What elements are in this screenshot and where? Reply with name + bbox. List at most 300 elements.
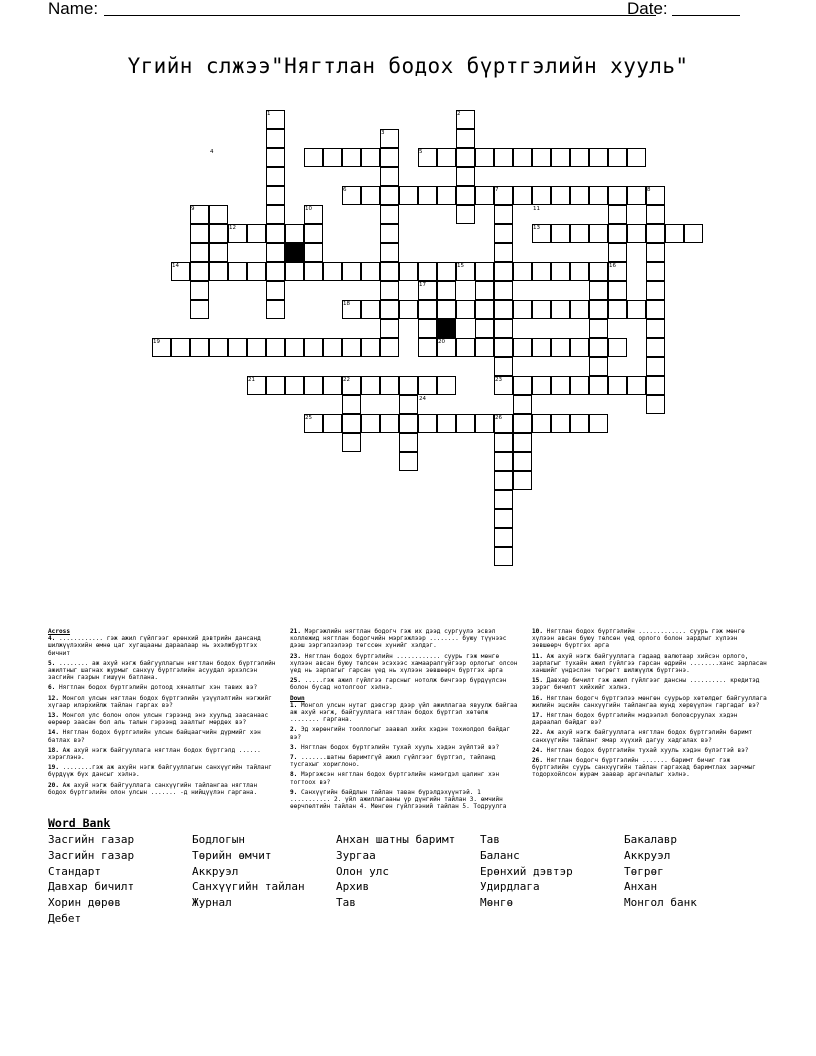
grid-cell[interactable]	[228, 338, 247, 357]
grid-cell[interactable]	[285, 262, 304, 281]
clue-number: 17	[419, 282, 426, 288]
clue-num: 22.	[532, 729, 544, 737]
grid-cell[interactable]	[551, 148, 570, 167]
grid-cell[interactable]	[190, 338, 209, 357]
word-bank-word: Засгийн газар	[48, 833, 135, 846]
clue-num: 5.	[48, 659, 56, 667]
clue-number: 3	[381, 130, 385, 136]
grid-cell[interactable]	[532, 186, 551, 205]
word-bank-word: Тав	[336, 896, 356, 910]
grid-cell[interactable]	[247, 262, 266, 281]
grid-cell[interactable]	[532, 376, 551, 395]
grid-cell[interactable]	[570, 414, 589, 433]
grid-cell[interactable]	[532, 300, 551, 319]
grid-cell[interactable]	[608, 300, 627, 319]
grid-cell[interactable]	[190, 262, 209, 281]
clue-text: Нягтлан бодох бүртгэлийн мэдээлэл боловсруулах хэдэн дараалал байдаг вэ?	[532, 712, 738, 727]
clue-number: 23	[495, 377, 502, 383]
grid-cell[interactable]	[684, 224, 703, 243]
clue-num: 19.	[48, 764, 60, 772]
grid-cell[interactable]	[304, 262, 323, 281]
clue-num: 12.	[48, 694, 60, 702]
grid-cell[interactable]	[437, 148, 456, 167]
black-cell	[285, 243, 304, 262]
word-bank-word: Тав	[480, 833, 500, 846]
clue-num: 15.	[532, 677, 544, 685]
grid-cell[interactable]	[266, 167, 285, 186]
grid-cell[interactable]	[513, 433, 532, 452]
clue-number: 12	[229, 225, 236, 231]
grid-cell[interactable]	[532, 262, 551, 281]
word-bank-word: Засгийн газар	[48, 848, 135, 862]
grid-cell[interactable]	[247, 224, 266, 243]
clue-num: 9.	[290, 788, 298, 796]
grid-cell[interactable]	[494, 509, 513, 528]
grid-cell[interactable]	[494, 452, 513, 471]
grid-cell[interactable]	[570, 186, 589, 205]
grid-cell[interactable]	[589, 186, 608, 205]
clue-number: 9	[191, 206, 195, 212]
grid-cell[interactable]	[399, 433, 418, 452]
grid-cell[interactable]	[380, 300, 399, 319]
grid-cell[interactable]	[513, 300, 532, 319]
grid-cell[interactable]	[513, 414, 532, 433]
clue-number: 19	[153, 339, 160, 345]
grid-cell[interactable]	[646, 338, 665, 357]
grid-cell[interactable]	[551, 262, 570, 281]
clue-text: Нягтлан бодох бүртгэлийн ............ суурь гэж мөнгө хүлээн авсан буюу төлсөн эсэхээс хамааралгүйгээр орлогыг олсон үед нь зарлагыг гарсан үед нь хүлээн зөвшөөрч бүртгэх арга	[290, 652, 518, 675]
grid-cell[interactable]	[551, 186, 570, 205]
clue-num: 11.	[532, 652, 544, 660]
grid-cell[interactable]	[437, 376, 456, 395]
clue-number: 18	[343, 301, 350, 307]
word-bank-word: Ерөнхий дэвтэр	[480, 864, 573, 878]
clue-number: 15	[457, 263, 464, 269]
grid-cell[interactable]	[513, 148, 532, 167]
clue-num: 25.	[290, 677, 302, 685]
grid-cell[interactable]	[456, 167, 475, 186]
clue-text: Нягтлан бодогч бүртгэлийн ....... баримт бичиг гэж бүртгэлийн суурь санхүүгийн тайлан гаргахад баримтлах зарчмыг тодорхойлсон журам заавар аргачлалыг хэлнэ.	[532, 757, 756, 779]
clue-num: 23.	[290, 652, 302, 660]
clue-text: .......шатны баримтгүй ажил гүйлгээг бүртгэл, тайланд тусгахыг хориглоно.	[290, 754, 496, 769]
grid-cell[interactable]	[380, 262, 399, 281]
grid-cell[interactable]	[494, 205, 513, 224]
clue	[48, 712, 276, 726]
across-heading: Across	[48, 628, 71, 635]
grid-cell[interactable]	[380, 338, 399, 357]
clue	[48, 660, 276, 682]
grid-cell[interactable]	[266, 129, 285, 148]
grid-cell[interactable]	[589, 300, 608, 319]
grid-cell[interactable]	[589, 357, 608, 376]
grid-cell[interactable]	[361, 262, 380, 281]
clue-num: 13.	[48, 712, 60, 720]
grid-cell[interactable]	[361, 414, 380, 433]
clue-text: Монгол улсын нягтлан бодох бүртгэлийн үзүүлэлтийн нэгжийг хүгаар илэрхийлж тайлан гаргах вэ?	[48, 694, 272, 709]
grid-cell[interactable]	[304, 224, 323, 243]
clue-num: 3.	[290, 743, 298, 751]
word-bank-word: Хорин дөрөв	[48, 896, 121, 910]
clue	[290, 744, 518, 751]
grid-cell[interactable]	[266, 243, 285, 262]
grid-cell[interactable]	[494, 433, 513, 452]
clue-number: 10	[305, 206, 312, 212]
grid-cell[interactable]	[304, 148, 323, 167]
grid-cell[interactable]	[551, 376, 570, 395]
grid-cell[interactable]	[646, 243, 665, 262]
grid-cell[interactable]	[627, 186, 646, 205]
grid-cell[interactable]	[532, 414, 551, 433]
grid-cell[interactable]	[437, 186, 456, 205]
grid-cell[interactable]	[266, 205, 285, 224]
clue-num: 14.	[48, 729, 60, 737]
grid-cell[interactable]	[494, 319, 513, 338]
grid-cell[interactable]	[380, 243, 399, 262]
grid-cell[interactable]	[418, 414, 437, 433]
word-bank-title: Word Bank	[48, 816, 111, 830]
grid-cell[interactable]	[361, 338, 380, 357]
grid-cell[interactable]	[209, 262, 228, 281]
grid-cell[interactable]	[494, 281, 513, 300]
clue-num: 16.	[532, 694, 544, 702]
clue-number: 16	[609, 263, 616, 269]
clue-text: Аж ахуй нэгж байгууллага нягтлан бодох бүртгэлийн баримт санхүүгийн тайланг ямар хүүхий дагуу хадгалах вэ?	[532, 729, 753, 744]
clue	[48, 764, 276, 778]
word-bank-word: Анхан	[624, 880, 658, 894]
grid-cell[interactable]	[399, 452, 418, 471]
grid-cell[interactable]	[494, 300, 513, 319]
grid-cell[interactable]	[494, 148, 513, 167]
grid-cell[interactable]	[266, 262, 285, 281]
down-heading: Down	[290, 694, 305, 702]
grid-cell[interactable]	[209, 205, 228, 224]
grid-cell[interactable]	[494, 490, 513, 509]
clue	[290, 702, 518, 724]
grid-cell[interactable]	[399, 262, 418, 281]
clue	[290, 677, 518, 691]
grid-cell[interactable]	[627, 300, 646, 319]
clue-number: 14	[172, 263, 179, 269]
grid-cell[interactable]	[266, 224, 285, 243]
grid-cell[interactable]	[380, 167, 399, 186]
clue-text: Нягтлан бодох бүртгэлийн тухай хууль хэдэн зүйлтэй вэ?	[297, 743, 500, 751]
grid-cell[interactable]	[399, 186, 418, 205]
clue	[532, 628, 768, 650]
grid-cell[interactable]	[475, 414, 494, 433]
clue-text: ........гэж аж ахуйн нэгж байгууллагын санхүүгийн тайланг бүрдүүж бүх дансыг хэлнэ.	[48, 764, 272, 779]
grid-cell[interactable]	[456, 338, 475, 357]
grid-cell[interactable]	[608, 338, 627, 357]
word-bank-list	[48, 832, 768, 927]
grid-cell[interactable]	[589, 319, 608, 338]
grid-cell[interactable]	[608, 205, 627, 224]
grid-cell[interactable]	[399, 376, 418, 395]
grid-cell[interactable]	[437, 414, 456, 433]
clue-number: 13	[533, 225, 540, 231]
grid-cell[interactable]	[399, 395, 418, 414]
grid-cell[interactable]	[513, 471, 532, 490]
word-bank-word: Баланс	[480, 848, 520, 862]
grid-cell[interactable]	[437, 262, 456, 281]
grid-cell[interactable]	[437, 281, 456, 300]
grid-cell[interactable]	[570, 338, 589, 357]
clue	[48, 684, 276, 691]
grid-cell[interactable]	[361, 186, 380, 205]
grid-cell[interactable]	[494, 243, 513, 262]
clue-number: 26	[495, 415, 502, 421]
clue-text: Нягтлан бодогч бүртгэлээ мөнгөн суурьор хөтөлдөг байгууллага жилийн эцсийн санхүүгийн тайлангаа юунд хөрвүүлэн гаргадаг вэ?	[532, 694, 767, 709]
clue-number: 21	[248, 377, 255, 383]
grid-cell[interactable]	[665, 224, 684, 243]
clue-text: Санхүүгийн байдлын тайлан таван бүрэлдэхүүнтэй. 1 ........... 2. үйл ажиллагааны үр дүнгийн тайлан 3. өмчийн өөрчлөлтийн тайлан 4. Мөнгөн гүйлгээний тайлан 5. Тодруулга	[290, 788, 507, 811]
clue-num: 1.	[290, 701, 298, 709]
grid-cell[interactable]	[266, 186, 285, 205]
grid-cell[interactable]	[380, 319, 399, 338]
clue-text: Монгол улс болон олон улсын гэрээнд энэ хуульд заасанаас өөрөөр заасан бол аль талын гэрээнд заалтыг мөрдөх вэ?	[48, 712, 269, 727]
grid-cell[interactable]	[342, 338, 361, 357]
word-bank	[48, 816, 768, 927]
grid-cell[interactable]	[589, 224, 608, 243]
grid-cell[interactable]	[627, 148, 646, 167]
clue-num: 4.	[48, 635, 56, 643]
grid-cell[interactable]	[513, 338, 532, 357]
grid-cell[interactable]	[380, 281, 399, 300]
grid-cell[interactable]	[380, 148, 399, 167]
grid-cell[interactable]	[570, 376, 589, 395]
grid-cell[interactable]	[456, 414, 475, 433]
word-bank-word: Төрийн өмчит	[192, 848, 272, 862]
grid-cell[interactable]	[361, 376, 380, 395]
grid-cell[interactable]	[342, 433, 361, 452]
grid-cell[interactable]	[304, 243, 323, 262]
grid-cell[interactable]	[646, 395, 665, 414]
grid-cell[interactable]	[418, 186, 437, 205]
grid-cell[interactable]	[494, 357, 513, 376]
grid-cell[interactable]	[361, 148, 380, 167]
grid-cell[interactable]	[380, 186, 399, 205]
clue	[532, 757, 768, 779]
clue-num: 20.	[48, 781, 60, 789]
grid-cell[interactable]	[570, 300, 589, 319]
grid-cell[interactable]	[323, 262, 342, 281]
grid-cell[interactable]	[475, 281, 494, 300]
clue-text: Нягтлан бодох бүртгэлийн дотоод хяналтыг хэн тавих вэ?	[55, 684, 258, 692]
grid-cell[interactable]	[342, 395, 361, 414]
clue-text: Эд хөрөнгийн тооллогыг заавал хийх хэдэн тохиолдол байдаг вэ?	[290, 726, 511, 741]
grid-cell[interactable]	[475, 262, 494, 281]
clue-text: .....гэж ажил гүйлгээ гарсныг нотолж бичгээр бүрдүүлсэн болон бусад нотолгоог хэлнэ.	[290, 677, 507, 692]
clue	[290, 653, 518, 675]
grid-cell[interactable]	[551, 338, 570, 357]
grid-cell[interactable]	[285, 376, 304, 395]
grid-cell[interactable]	[323, 414, 342, 433]
clue-text: Монгол улсын нутаг дэвсгэр дээр үйл ажиллагаа явуулж байгаа аж ахуй нэгж, байгууллага нягтлан бодох бүртгэл хөтөлж ........ гаргана.	[290, 701, 518, 724]
grid-cell[interactable]	[646, 300, 665, 319]
grid-cell[interactable]	[418, 300, 437, 319]
clue-num: 8.	[290, 771, 298, 779]
grid-cell[interactable]	[475, 338, 494, 357]
word-bank-word: Олон улс	[336, 864, 389, 878]
grid-cell[interactable]	[266, 338, 285, 357]
clue	[532, 729, 768, 743]
grid-cell[interactable]	[323, 148, 342, 167]
grid-cell[interactable]	[266, 281, 285, 300]
grid-cell[interactable]	[513, 186, 532, 205]
grid-cell[interactable]	[532, 338, 551, 357]
clue	[532, 695, 768, 709]
grid-cell[interactable]	[494, 338, 513, 357]
word-bank-word: Монгол банк	[624, 896, 697, 910]
grid-cell[interactable]	[456, 186, 475, 205]
grid-cell[interactable]	[494, 528, 513, 547]
grid-cell[interactable]	[513, 376, 532, 395]
clue-number: 5	[419, 149, 423, 155]
grid-cell[interactable]	[513, 452, 532, 471]
grid-cell[interactable]	[608, 148, 627, 167]
grid-cell[interactable]	[589, 414, 608, 433]
page-title: Үгийн слжээ"Нягтлан бодох бүртгэлийн хууль"	[127, 54, 689, 78]
clue	[290, 726, 518, 740]
clue-text: Мэргэжсэн нягтлан бодох бүртгэлийн нэмэгдэл цалинг хэн тогтоох вэ?	[290, 771, 500, 786]
grid-cell[interactable]	[646, 319, 665, 338]
grid-cell[interactable]	[570, 224, 589, 243]
clue-text: Аж ахуй нэгж байгууллага гадаад валютаар хийсэн орлого, зарлагыг тухайн ажил гүйлгээ гарсан өдрийн ........ханс зарласан ханшийг үндэслэн төгрөгт шилжүүлж бүртгэнэ.	[532, 652, 767, 675]
clue-num: 10.	[532, 628, 544, 635]
grid-cell[interactable]	[608, 224, 627, 243]
grid-cell[interactable]	[513, 262, 532, 281]
grid-cell[interactable]	[475, 148, 494, 167]
grid-cell[interactable]	[456, 205, 475, 224]
grid-cell[interactable]	[171, 338, 190, 357]
grid-cell[interactable]	[190, 281, 209, 300]
clue-number: 8	[647, 187, 651, 193]
grid-cell[interactable]	[380, 376, 399, 395]
grid-cell[interactable]	[494, 547, 513, 566]
grid-cell[interactable]	[190, 224, 209, 243]
grid-cell[interactable]	[266, 148, 285, 167]
clue-num: 26.	[532, 757, 544, 765]
grid-cell[interactable]	[646, 281, 665, 300]
grid-cell[interactable]	[380, 205, 399, 224]
grid-cell[interactable]	[266, 376, 285, 395]
grid-cell[interactable]	[266, 300, 285, 319]
grid-cell[interactable]	[570, 148, 589, 167]
grid-cell[interactable]	[399, 414, 418, 433]
grid-cell[interactable]	[304, 338, 323, 357]
grid-cell[interactable]	[437, 300, 456, 319]
clue	[532, 653, 768, 675]
grid-cell[interactable]	[399, 300, 418, 319]
grid-cell[interactable]	[551, 414, 570, 433]
clue	[48, 695, 276, 709]
grid-cell[interactable]	[209, 338, 228, 357]
grid-cell[interactable]	[627, 224, 646, 243]
grid-cell[interactable]	[456, 129, 475, 148]
grid-cell[interactable]	[646, 262, 665, 281]
grid-cell[interactable]	[342, 414, 361, 433]
grid-cell[interactable]	[646, 224, 665, 243]
grid-cell[interactable]	[494, 262, 513, 281]
grid-cell[interactable]	[285, 224, 304, 243]
grid-cell[interactable]	[209, 224, 228, 243]
clue	[48, 729, 276, 743]
grid-cell[interactable]	[342, 148, 361, 167]
grid-cell[interactable]	[589, 338, 608, 357]
grid-cell[interactable]	[323, 376, 342, 395]
grid-cell[interactable]	[247, 338, 266, 357]
grid-cell[interactable]	[646, 357, 665, 376]
grid-cell[interactable]	[646, 205, 665, 224]
grid-cell[interactable]	[361, 300, 380, 319]
clues-column-3	[532, 628, 768, 782]
grid-cell[interactable]	[589, 262, 608, 281]
grid-cell[interactable]	[456, 148, 475, 167]
grid-cell[interactable]	[228, 262, 247, 281]
grid-cell[interactable]	[323, 338, 342, 357]
grid-cell[interactable]	[608, 186, 627, 205]
grid-cell[interactable]	[418, 262, 437, 281]
grid-cell[interactable]	[646, 376, 665, 395]
clue-text: ........ аж ахуй нэгж байгууллагын нягтлан бодох бүртгэлийн ажилтныг шагнах журмыг санхүү бүртгэлийн асуудал эрхэлсэн засгийн газрын гишүүн батлана.	[48, 659, 276, 682]
grid-cell[interactable]	[285, 338, 304, 357]
name-label: Name:	[48, 0, 99, 18]
grid-cell[interactable]	[551, 300, 570, 319]
grid-cell[interactable]	[418, 376, 437, 395]
clue-num: 24.	[532, 746, 544, 754]
grid-cell[interactable]	[494, 471, 513, 490]
grid-cell[interactable]	[418, 338, 437, 357]
grid-cell[interactable]	[475, 319, 494, 338]
clue-num: 21.	[290, 628, 302, 635]
grid-cell[interactable]	[608, 281, 627, 300]
grid-cell[interactable]	[190, 300, 209, 319]
clue-text: Нягтлан бодох бүртгэлийн улсын байцаагчийн дүрмийг хэн батлах вэ?	[48, 729, 261, 744]
grid-cell[interactable]	[589, 148, 608, 167]
grid-cell[interactable]	[209, 243, 228, 262]
grid-cell[interactable]	[418, 319, 437, 338]
grid-cell[interactable]	[475, 300, 494, 319]
grid-cell[interactable]	[608, 376, 627, 395]
grid-cell[interactable]	[627, 376, 646, 395]
clue-number: 22	[343, 377, 350, 383]
word-bank-word: Мөнгө	[480, 896, 514, 910]
grid-cell[interactable]	[342, 262, 361, 281]
grid-cell[interactable]	[570, 262, 589, 281]
clue-text: Аж ахуй нэгж байгууллага санхүүгийн тайлангаа нягтлан бодох бүртгэлийн олон улсын ....... -д нийцүүлэн гаргана.	[48, 781, 258, 796]
word-bank-word: Аккруэл	[624, 848, 671, 862]
grid-cell[interactable]	[304, 376, 323, 395]
grid-cell[interactable]	[494, 224, 513, 243]
grid-cell[interactable]	[532, 148, 551, 167]
grid-cell[interactable]	[380, 224, 399, 243]
grid-cell[interactable]	[456, 300, 475, 319]
clue-text: ............ гэж ажил гүйлгээг ерөнхий дэвтрийн дансанд шилжүүлэхийн өмнө цаг хугацааны дараалаар нь эхэлжбүртгэх бичнит	[48, 635, 261, 657]
grid-cell[interactable]	[608, 243, 627, 262]
clues-column-1	[48, 628, 276, 799]
grid-cell[interactable]	[589, 281, 608, 300]
word-bank-word: Архив	[336, 880, 370, 894]
clue	[290, 754, 518, 768]
grid-cell[interactable]	[513, 395, 532, 414]
clue-number: 11	[533, 206, 540, 212]
word-bank-word: Бодлогын	[192, 833, 245, 846]
grid-cell[interactable]	[475, 186, 494, 205]
grid-cell[interactable]	[551, 224, 570, 243]
grid-cell[interactable]	[190, 243, 209, 262]
grid-cell[interactable]	[589, 376, 608, 395]
grid-cell[interactable]	[380, 414, 399, 433]
clue	[48, 747, 276, 761]
